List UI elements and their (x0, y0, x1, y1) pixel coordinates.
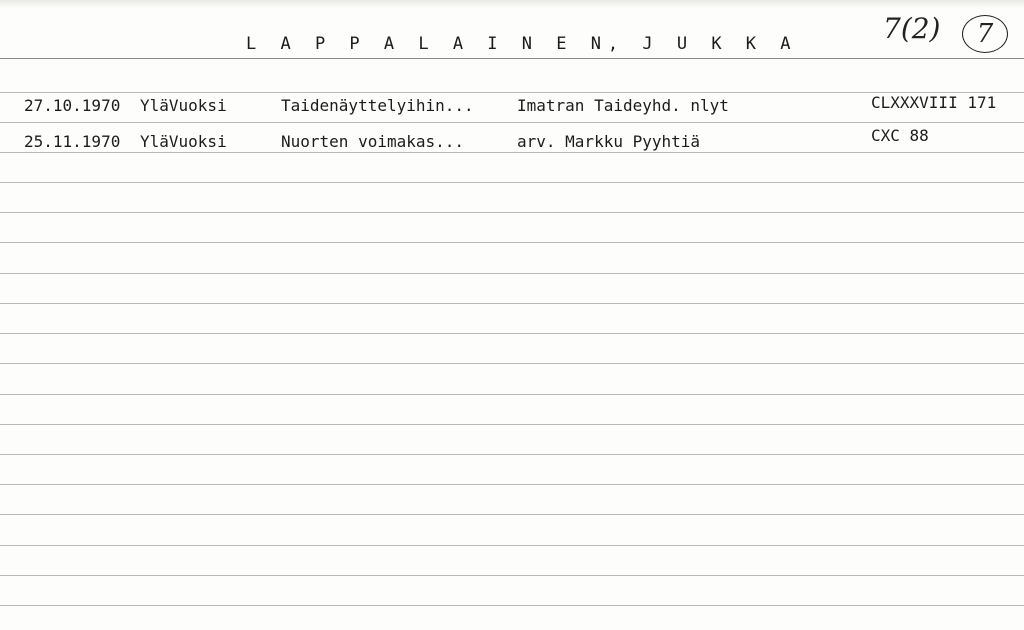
ruled-line (0, 394, 1024, 395)
entry-paper: YläVuoksi (140, 96, 227, 115)
entry-row (0, 126, 1024, 156)
entry-reference: CXC 88 (871, 126, 929, 145)
entry-title: Taidenäyttelyihin... (281, 96, 474, 115)
entry-date: 25.11.1970 (24, 132, 121, 151)
entry-note: arv. Markku Pyyhtiä (517, 132, 701, 151)
ruled-line (0, 454, 1024, 455)
circled-number (962, 15, 1008, 53)
entry-reference: CLXXXVIII 171 (871, 93, 997, 112)
ruled-line (0, 605, 1024, 606)
ruled-line (0, 514, 1024, 515)
header-rule (0, 58, 1024, 59)
card-top-edge (0, 0, 1024, 8)
ruled-line (0, 424, 1024, 425)
ruled-line (0, 273, 1024, 274)
entry-date: 27.10.1970 (24, 96, 121, 115)
ruled-line (0, 212, 1024, 213)
ruled-line (0, 303, 1024, 304)
entry-row (0, 93, 1024, 120)
ruled-line (0, 242, 1024, 243)
circled-number-text: 7 (976, 19, 994, 49)
entry-note: Imatran Taideyhd. nlyt (517, 96, 729, 115)
entry-paper: YläVuoksi (140, 132, 227, 151)
ruled-line (0, 363, 1024, 364)
entry-title: Nuorten voimakas... (281, 132, 465, 151)
ruled-line (0, 545, 1024, 546)
card-title: L A P P A L A I N E N, J U K K A (246, 34, 798, 54)
ruled-line (0, 575, 1024, 576)
ruled-line (0, 182, 1024, 183)
ruled-line (0, 484, 1024, 485)
ruled-line (0, 122, 1024, 123)
handwritten-reference: 7(2) (883, 12, 941, 45)
ruled-line (0, 333, 1024, 334)
